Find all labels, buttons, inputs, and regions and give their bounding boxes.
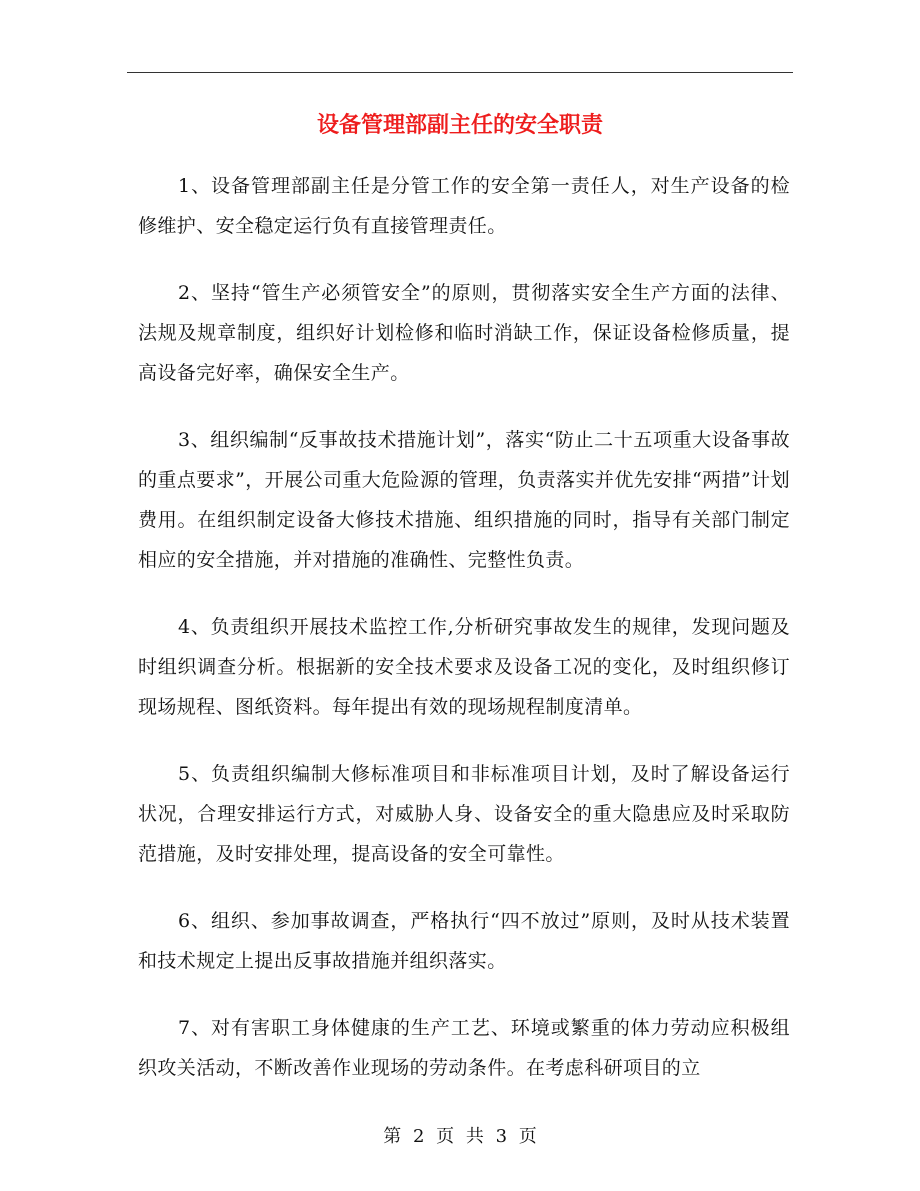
paragraph-7: 7、对有害职工身体健康的生产工艺、环境或繁重的体力劳动应积极组织攻关活动，不断改善作业现场的劳动条件。在考虑科研项目的立 xyxy=(138,1017,790,1079)
paragraph-5: 5、负责组织编制大修标准项目和非标准项目计划，及时了解设备运行状况，合理安排运行方式，对威胁人身、设备安全的重大隐患应及时采取防范措施，及时安排处理，提高设备的安全可靠性。 xyxy=(138,763,790,865)
paragraph-1: 1、设备管理部副主任是分管工作的安全第一责任人，对生产设备的检修维护、安全稳定运行负有直接管理责任。 xyxy=(138,175,790,237)
paragraph-3: 3、组织编制“反事故技术措施计划”，落实“防止二十五项重大设备事故的重点要求”，开展公司重大危险源的管理，负责落实并优先安排“两措”计划费用。在组织制定设备大修技术措施、组织措施的同时，指导有关部门制定相应的安全措施，并对措施的准确性、完整性负责。 xyxy=(138,429,790,571)
paragraph-2: 2、坚持“管生产必须管安全”的原则，贯彻落实安全生产方面的法律、法规及规章制度，组织好计划检修和临时消缺工作，保证设备检修质量，提高设备完好率，确保安全生产。 xyxy=(138,282,790,384)
page-number-footer: 第 2 页 共 3 页 xyxy=(383,1126,537,1147)
paragraph-6: 6、组织、参加事故调查，严格执行“四不放过”原则，及时从技术装置和技术规定上提出反事故措施并组织落实。 xyxy=(138,910,790,972)
document-body xyxy=(138,166,790,1115)
paragraph-4: 4、负责组织开展技术监控工作,分析研究事故发生的规律，发现问题及时组织调查分析。根据新的安全技术要求及设备工况的变化，及时组织修订现场规程、图纸资料。每年提出有效的现场规程制度清单。 xyxy=(138,616,790,718)
header-rule xyxy=(127,72,793,73)
document-title: 设备管理部副主任的安全职责 xyxy=(316,112,603,138)
